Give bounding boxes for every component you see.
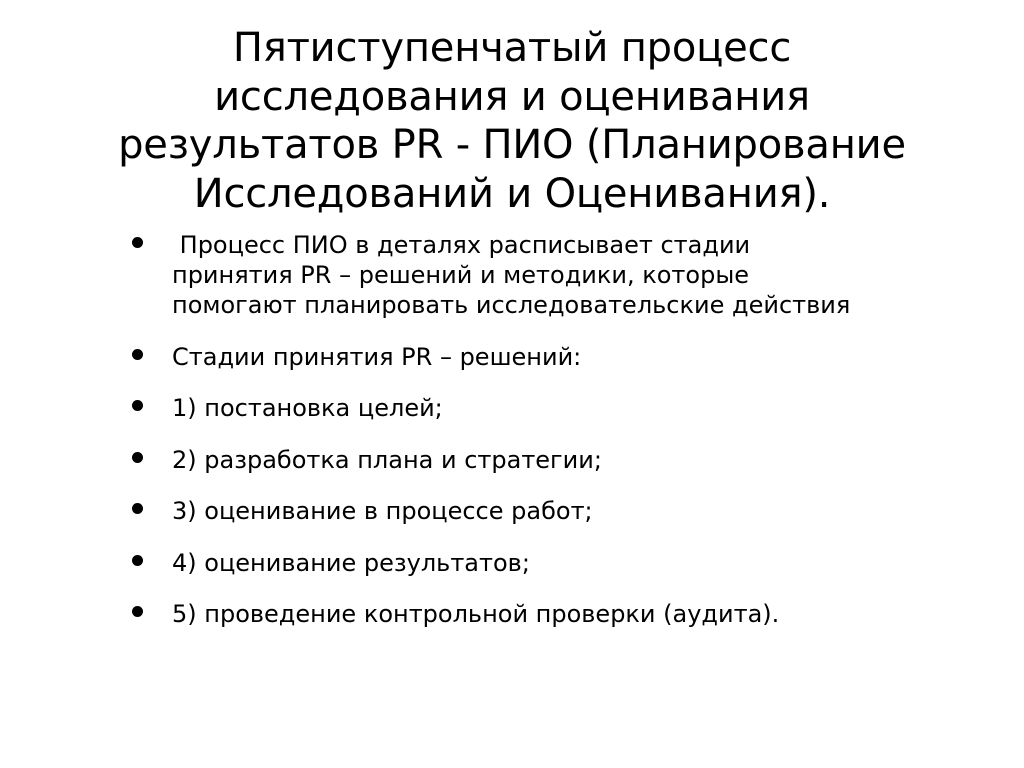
bullet-text: Процесс ПИО в деталях расписывает стадии принятия PR – решений и методики, которые помогают планировать исследовательские действия: [172, 231, 851, 319]
bullet-text: Стадии принятия PR – решений:: [172, 342, 582, 371]
title-line: Пятиступенчатый процесс: [232, 25, 792, 71]
list-item: [126, 496, 926, 526]
bullet-icon: [132, 400, 143, 411]
bullet-text: 5) проведение контрольной проверки (аудита).: [172, 600, 780, 628]
bullet-text: 2) разработка плана и стратегии;: [172, 445, 602, 474]
list-item: [126, 599, 926, 629]
bullet-icon: [132, 503, 143, 514]
title-line: результатов PR - ПИО (Планирование: [118, 122, 906, 168]
title-line: исследования и оценивания: [214, 73, 810, 120]
bullet-icon: [132, 349, 143, 360]
list-item: [126, 230, 926, 320]
list-item: [126, 548, 926, 578]
bullet-list: [126, 230, 926, 651]
bullet-text: 1) постановка целей;: [172, 394, 443, 422]
bullet-icon: [132, 452, 143, 463]
bullet-icon: [132, 237, 143, 248]
bullet-text: 4) оценивание результатов;: [172, 548, 530, 577]
slide-title: [60, 24, 964, 218]
title-line: Исследований и Оценивания).: [193, 170, 831, 217]
list-item: [126, 393, 926, 423]
bullet-icon: [132, 606, 143, 617]
list-item: [126, 342, 926, 372]
bullet-icon: [132, 555, 143, 566]
bullet-text: 3) оценивание в процессе работ;: [172, 497, 593, 525]
list-item: [126, 445, 926, 475]
